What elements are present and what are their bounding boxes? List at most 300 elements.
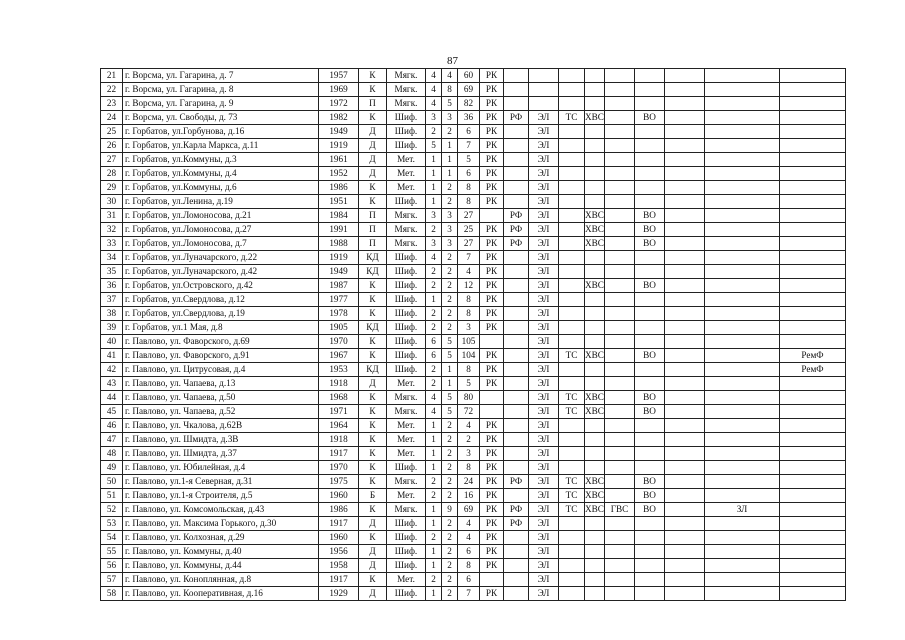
cell-utility-rk: РК (480, 447, 504, 461)
cell-roof-type: Мягк. (387, 83, 426, 97)
cell-utility-zl (705, 265, 780, 279)
cell-row-number: 45 (101, 405, 123, 419)
cell-utility-el (529, 97, 559, 111)
cell-utility-hvs: ХВС (585, 489, 605, 503)
cell-utility-rf (504, 461, 529, 475)
cell-row-number: 35 (101, 265, 123, 279)
cell-row-number: 26 (101, 139, 123, 153)
cell-wall-material: К (359, 279, 387, 293)
cell-apartments: 7 (458, 251, 480, 265)
cell-row-number: 54 (101, 531, 123, 545)
cell-repair-note (780, 111, 846, 125)
cell-address: г. Павлово, ул. Шмидта, д.3В (123, 433, 319, 447)
cell-apartments: 3 (458, 321, 480, 335)
cell-utility-zl (705, 111, 780, 125)
cell-utility-rk: РК (480, 153, 504, 167)
cell-utility-gvs (605, 83, 635, 97)
cell-utility-rf: РФ (504, 111, 529, 125)
cell-floors: 1 (426, 167, 442, 181)
cell-utility-vo: ВО (635, 209, 665, 223)
cell-utility-gvs (605, 321, 635, 335)
cell-utility-ts (559, 307, 585, 321)
cell-utility-extra (665, 545, 705, 559)
table-row (101, 195, 846, 209)
cell-address: г. Горбатов, ул.Коммуны, д.4 (123, 167, 319, 181)
cell-utility-el: ЭЛ (529, 447, 559, 461)
cell-build-year: 1949 (319, 265, 359, 279)
cell-utility-rk: РК (480, 293, 504, 307)
cell-utility-extra (665, 209, 705, 223)
cell-utility-zl (705, 531, 780, 545)
cell-apartments: 6 (458, 167, 480, 181)
cell-utility-rk: РК (480, 377, 504, 391)
cell-utility-extra (665, 279, 705, 293)
cell-entrances: 1 (442, 363, 458, 377)
cell-utility-rf (504, 125, 529, 139)
cell-utility-ts: ТС (559, 349, 585, 363)
cell-utility-gvs (605, 475, 635, 489)
cell-utility-rf (504, 559, 529, 573)
cell-utility-rf: РФ (504, 517, 529, 531)
cell-floors: 4 (426, 391, 442, 405)
cell-entrances: 2 (442, 433, 458, 447)
cell-address: г. Павлово, ул. Шмидта, д.37 (123, 447, 319, 461)
cell-entrances: 3 (442, 209, 458, 223)
cell-utility-vo (635, 293, 665, 307)
cell-utility-ts (559, 167, 585, 181)
cell-build-year: 1961 (319, 153, 359, 167)
cell-repair-note (780, 139, 846, 153)
cell-utility-zl (705, 307, 780, 321)
cell-utility-ts (559, 125, 585, 139)
cell-row-number: 31 (101, 209, 123, 223)
cell-floors: 1 (426, 559, 442, 573)
cell-wall-material: Д (359, 125, 387, 139)
cell-repair-note: РемФ (780, 363, 846, 377)
cell-utility-hvs (585, 195, 605, 209)
cell-build-year: 1953 (319, 363, 359, 377)
cell-address: г. Горбатов, ул.Горбунова, д.16 (123, 125, 319, 139)
cell-repair-note (780, 335, 846, 349)
cell-build-year: 1917 (319, 447, 359, 461)
cell-wall-material: Д (359, 167, 387, 181)
cell-entrances: 2 (442, 181, 458, 195)
cell-utility-zl (705, 447, 780, 461)
cell-entrances: 2 (442, 307, 458, 321)
cell-utility-vo (635, 587, 665, 601)
cell-row-number: 40 (101, 335, 123, 349)
cell-entrances: 2 (442, 559, 458, 573)
cell-utility-extra (665, 153, 705, 167)
cell-floors: 1 (426, 517, 442, 531)
cell-address: г. Ворсма, ул. Гагарина, д. 8 (123, 83, 319, 97)
cell-utility-rk: РК (480, 97, 504, 111)
cell-utility-vo (635, 195, 665, 209)
cell-wall-material: К (359, 181, 387, 195)
cell-utility-rf (504, 293, 529, 307)
cell-utility-rf (504, 531, 529, 545)
cell-utility-vo (635, 531, 665, 545)
table-row (101, 461, 846, 475)
cell-build-year: 1949 (319, 125, 359, 139)
cell-roof-type: Шиф. (387, 279, 426, 293)
cell-apartments: 27 (458, 209, 480, 223)
cell-utility-zl (705, 545, 780, 559)
cell-utility-ts: ТС (559, 475, 585, 489)
cell-utility-vo (635, 307, 665, 321)
cell-entrances: 5 (442, 335, 458, 349)
cell-row-number: 55 (101, 545, 123, 559)
cell-utility-zl (705, 419, 780, 433)
cell-utility-zl (705, 489, 780, 503)
cell-utility-el: ЭЛ (529, 433, 559, 447)
cell-utility-hvs (585, 265, 605, 279)
cell-apartments: 82 (458, 97, 480, 111)
cell-build-year: 1968 (319, 391, 359, 405)
cell-build-year: 1918 (319, 377, 359, 391)
cell-build-year: 1982 (319, 111, 359, 125)
page-number: 87 (447, 55, 458, 67)
cell-build-year: 1970 (319, 461, 359, 475)
cell-apartments: 36 (458, 111, 480, 125)
cell-utility-extra (665, 405, 705, 419)
cell-row-number: 25 (101, 125, 123, 139)
cell-build-year: 1984 (319, 209, 359, 223)
cell-address: г. Павлово, ул. Юбилейная, д.4 (123, 461, 319, 475)
cell-row-number: 57 (101, 573, 123, 587)
cell-apartments: 5 (458, 153, 480, 167)
cell-build-year: 1919 (319, 139, 359, 153)
cell-roof-type: Мет. (387, 153, 426, 167)
table-row (101, 167, 846, 181)
cell-utility-hvs: ХВС (585, 223, 605, 237)
cell-apartments: 8 (458, 307, 480, 321)
cell-utility-el (529, 83, 559, 97)
cell-utility-gvs (605, 405, 635, 419)
cell-build-year: 1952 (319, 167, 359, 181)
cell-utility-rf (504, 195, 529, 209)
cell-apartments: 16 (458, 489, 480, 503)
cell-utility-el: ЭЛ (529, 363, 559, 377)
cell-utility-vo: ВО (635, 237, 665, 251)
cell-utility-gvs (605, 307, 635, 321)
cell-utility-zl (705, 433, 780, 447)
cell-utility-extra (665, 489, 705, 503)
cell-entrances: 2 (442, 531, 458, 545)
cell-utility-zl (705, 139, 780, 153)
cell-apartments: 69 (458, 503, 480, 517)
cell-floors: 1 (426, 181, 442, 195)
cell-utility-extra (665, 377, 705, 391)
cell-utility-hvs: ХВС (585, 237, 605, 251)
cell-floors: 2 (426, 489, 442, 503)
cell-utility-zl (705, 181, 780, 195)
cell-wall-material: К (359, 573, 387, 587)
table-row (101, 265, 846, 279)
cell-utility-extra (665, 503, 705, 517)
table-row (101, 433, 846, 447)
cell-utility-ts (559, 209, 585, 223)
cell-utility-rk: РК (480, 419, 504, 433)
cell-utility-el: ЭЛ (529, 349, 559, 363)
cell-row-number: 38 (101, 307, 123, 321)
table-row (101, 139, 846, 153)
cell-utility-rf (504, 69, 529, 83)
cell-entrances: 4 (442, 69, 458, 83)
cell-entrances: 5 (442, 391, 458, 405)
cell-apartments: 8 (458, 363, 480, 377)
cell-floors: 3 (426, 237, 442, 251)
cell-utility-gvs (605, 363, 635, 377)
cell-utility-rf: РФ (504, 223, 529, 237)
cell-utility-zl (705, 69, 780, 83)
cell-utility-el: ЭЛ (529, 265, 559, 279)
cell-roof-type: Шиф. (387, 559, 426, 573)
cell-utility-zl (705, 195, 780, 209)
cell-utility-ts (559, 139, 585, 153)
cell-wall-material: К (359, 419, 387, 433)
cell-row-number: 28 (101, 167, 123, 181)
cell-utility-zl (705, 279, 780, 293)
cell-utility-ts (559, 419, 585, 433)
cell-utility-hvs (585, 293, 605, 307)
cell-utility-hvs (585, 335, 605, 349)
cell-utility-hvs: ХВС (585, 349, 605, 363)
cell-floors: 2 (426, 377, 442, 391)
cell-address: г. Павлово, ул. Максима Горького, д.30 (123, 517, 319, 531)
cell-entrances: 2 (442, 461, 458, 475)
cell-utility-el: ЭЛ (529, 181, 559, 195)
cell-utility-rf (504, 587, 529, 601)
cell-utility-zl (705, 573, 780, 587)
cell-repair-note (780, 419, 846, 433)
cell-floors: 4 (426, 69, 442, 83)
cell-utility-rf (504, 363, 529, 377)
cell-utility-rf (504, 321, 529, 335)
cell-address: г. Горбатов, ул.Коммуны, д.3 (123, 153, 319, 167)
cell-floors: 2 (426, 265, 442, 279)
cell-address: г. Горбатов, ул.Луначарского, д.22 (123, 251, 319, 265)
cell-entrances: 5 (442, 405, 458, 419)
cell-entrances: 2 (442, 265, 458, 279)
cell-roof-type: Шиф. (387, 251, 426, 265)
cell-utility-vo (635, 433, 665, 447)
cell-utility-ts (559, 237, 585, 251)
cell-floors: 1 (426, 545, 442, 559)
cell-roof-type: Мягк. (387, 209, 426, 223)
cell-utility-hvs (585, 69, 605, 83)
cell-roof-type: Шиф. (387, 363, 426, 377)
cell-utility-el: ЭЛ (529, 559, 559, 573)
cell-utility-rk: РК (480, 307, 504, 321)
cell-wall-material: К (359, 83, 387, 97)
cell-utility-el: ЭЛ (529, 461, 559, 475)
cell-utility-rf (504, 181, 529, 195)
cell-address: г. Павлово, ул. Чапаева, д.52 (123, 405, 319, 419)
cell-utility-gvs (605, 237, 635, 251)
cell-address: г. Павлово, ул. Кооперативная, д.16 (123, 587, 319, 601)
cell-utility-hvs (585, 307, 605, 321)
cell-utility-el: ЭЛ (529, 405, 559, 419)
cell-utility-hvs: ХВС (585, 475, 605, 489)
cell-utility-ts (559, 447, 585, 461)
cell-utility-rk: РК (480, 181, 504, 195)
cell-roof-type: Шиф. (387, 335, 426, 349)
cell-utility-ts (559, 559, 585, 573)
cell-utility-gvs (605, 377, 635, 391)
cell-floors: 4 (426, 405, 442, 419)
cell-utility-rf (504, 349, 529, 363)
cell-utility-vo (635, 69, 665, 83)
cell-utility-rk: РК (480, 545, 504, 559)
cell-utility-extra (665, 433, 705, 447)
cell-utility-extra (665, 461, 705, 475)
cell-utility-rf (504, 573, 529, 587)
cell-utility-ts (559, 223, 585, 237)
cell-utility-hvs: ХВС (585, 503, 605, 517)
cell-utility-extra (665, 223, 705, 237)
cell-utility-extra (665, 419, 705, 433)
cell-utility-extra (665, 69, 705, 83)
cell-floors: 3 (426, 111, 442, 125)
cell-utility-vo (635, 139, 665, 153)
cell-build-year: 1917 (319, 573, 359, 587)
cell-apartments: 5 (458, 377, 480, 391)
cell-address: г. Павлово, ул. Чкалова, д.62В (123, 419, 319, 433)
cell-row-number: 52 (101, 503, 123, 517)
cell-utility-zl (705, 125, 780, 139)
cell-repair-note (780, 209, 846, 223)
cell-build-year: 1929 (319, 587, 359, 601)
cell-utility-zl (705, 475, 780, 489)
cell-utility-extra (665, 475, 705, 489)
cell-address: г. Горбатов, ул.Островского, д.42 (123, 279, 319, 293)
cell-utility-vo: ВО (635, 349, 665, 363)
cell-floors: 1 (426, 447, 442, 461)
cell-utility-ts (559, 363, 585, 377)
table-row (101, 223, 846, 237)
cell-utility-vo: ВО (635, 111, 665, 125)
cell-row-number: 44 (101, 391, 123, 405)
cell-apartments: 25 (458, 223, 480, 237)
cell-wall-material: К (359, 475, 387, 489)
cell-utility-extra (665, 573, 705, 587)
cell-roof-type: Шиф. (387, 307, 426, 321)
cell-floors: 5 (426, 139, 442, 153)
cell-entrances: 1 (442, 167, 458, 181)
cell-utility-hvs (585, 377, 605, 391)
cell-row-number: 47 (101, 433, 123, 447)
cell-wall-material: К (359, 349, 387, 363)
table-row (101, 279, 846, 293)
cell-row-number: 34 (101, 251, 123, 265)
cell-roof-type: Мягк. (387, 391, 426, 405)
cell-repair-note (780, 195, 846, 209)
cell-utility-hvs: ХВС (585, 209, 605, 223)
cell-utility-el: ЭЛ (529, 531, 559, 545)
cell-build-year: 1964 (319, 419, 359, 433)
cell-wall-material: П (359, 97, 387, 111)
cell-utility-hvs (585, 461, 605, 475)
cell-utility-zl (705, 405, 780, 419)
cell-utility-rk: РК (480, 587, 504, 601)
cell-repair-note (780, 321, 846, 335)
cell-roof-type: Мягк. (387, 97, 426, 111)
cell-utility-gvs (605, 349, 635, 363)
cell-build-year: 1960 (319, 531, 359, 545)
cell-entrances: 2 (442, 447, 458, 461)
cell-utility-zl (705, 293, 780, 307)
cell-utility-extra (665, 517, 705, 531)
cell-entrances: 2 (442, 489, 458, 503)
cell-floors: 1 (426, 433, 442, 447)
cell-roof-type: Шиф. (387, 265, 426, 279)
cell-utility-hvs (585, 587, 605, 601)
cell-apartments: 6 (458, 545, 480, 559)
cell-utility-rk: РК (480, 517, 504, 531)
cell-utility-el: ЭЛ (529, 153, 559, 167)
cell-address: г. Павлово, ул. Коноплянная, д.8 (123, 573, 319, 587)
cell-row-number: 33 (101, 237, 123, 251)
cell-utility-rf (504, 391, 529, 405)
cell-floors: 1 (426, 293, 442, 307)
cell-row-number: 48 (101, 447, 123, 461)
cell-roof-type: Мет. (387, 489, 426, 503)
cell-utility-vo (635, 447, 665, 461)
cell-utility-vo: ВО (635, 489, 665, 503)
cell-entrances: 3 (442, 237, 458, 251)
cell-utility-rk: РК (480, 251, 504, 265)
cell-utility-ts (559, 321, 585, 335)
cell-utility-zl (705, 461, 780, 475)
cell-utility-rf (504, 377, 529, 391)
cell-address: г. Павлово, ул.1-я Северная, д.31 (123, 475, 319, 489)
cell-utility-gvs (605, 489, 635, 503)
cell-apartments: 8 (458, 181, 480, 195)
cell-roof-type: Мет. (387, 419, 426, 433)
cell-address: г. Павлово, ул. Комсомольская, д.43 (123, 503, 319, 517)
table-row (101, 447, 846, 461)
cell-floors: 1 (426, 195, 442, 209)
table-row (101, 83, 846, 97)
cell-utility-rf (504, 83, 529, 97)
cell-utility-zl (705, 363, 780, 377)
table-row (101, 475, 846, 489)
cell-build-year: 1918 (319, 433, 359, 447)
cell-utility-rk: РК (480, 363, 504, 377)
cell-roof-type: Шиф. (387, 531, 426, 545)
cell-build-year: 1919 (319, 251, 359, 265)
cell-entrances: 2 (442, 293, 458, 307)
cell-floors: 2 (426, 279, 442, 293)
cell-utility-zl (705, 167, 780, 181)
cell-entrances: 2 (442, 419, 458, 433)
cell-build-year: 1905 (319, 321, 359, 335)
cell-build-year: 1951 (319, 195, 359, 209)
cell-build-year: 1975 (319, 475, 359, 489)
cell-utility-gvs (605, 125, 635, 139)
cell-repair-note (780, 447, 846, 461)
cell-row-number: 27 (101, 153, 123, 167)
cell-utility-rk: РК (480, 195, 504, 209)
table-row (101, 251, 846, 265)
cell-apartments: 3 (458, 447, 480, 461)
cell-utility-gvs (605, 279, 635, 293)
cell-utility-extra (665, 195, 705, 209)
table-row (101, 181, 846, 195)
cell-utility-vo (635, 251, 665, 265)
cell-utility-rk (480, 335, 504, 349)
